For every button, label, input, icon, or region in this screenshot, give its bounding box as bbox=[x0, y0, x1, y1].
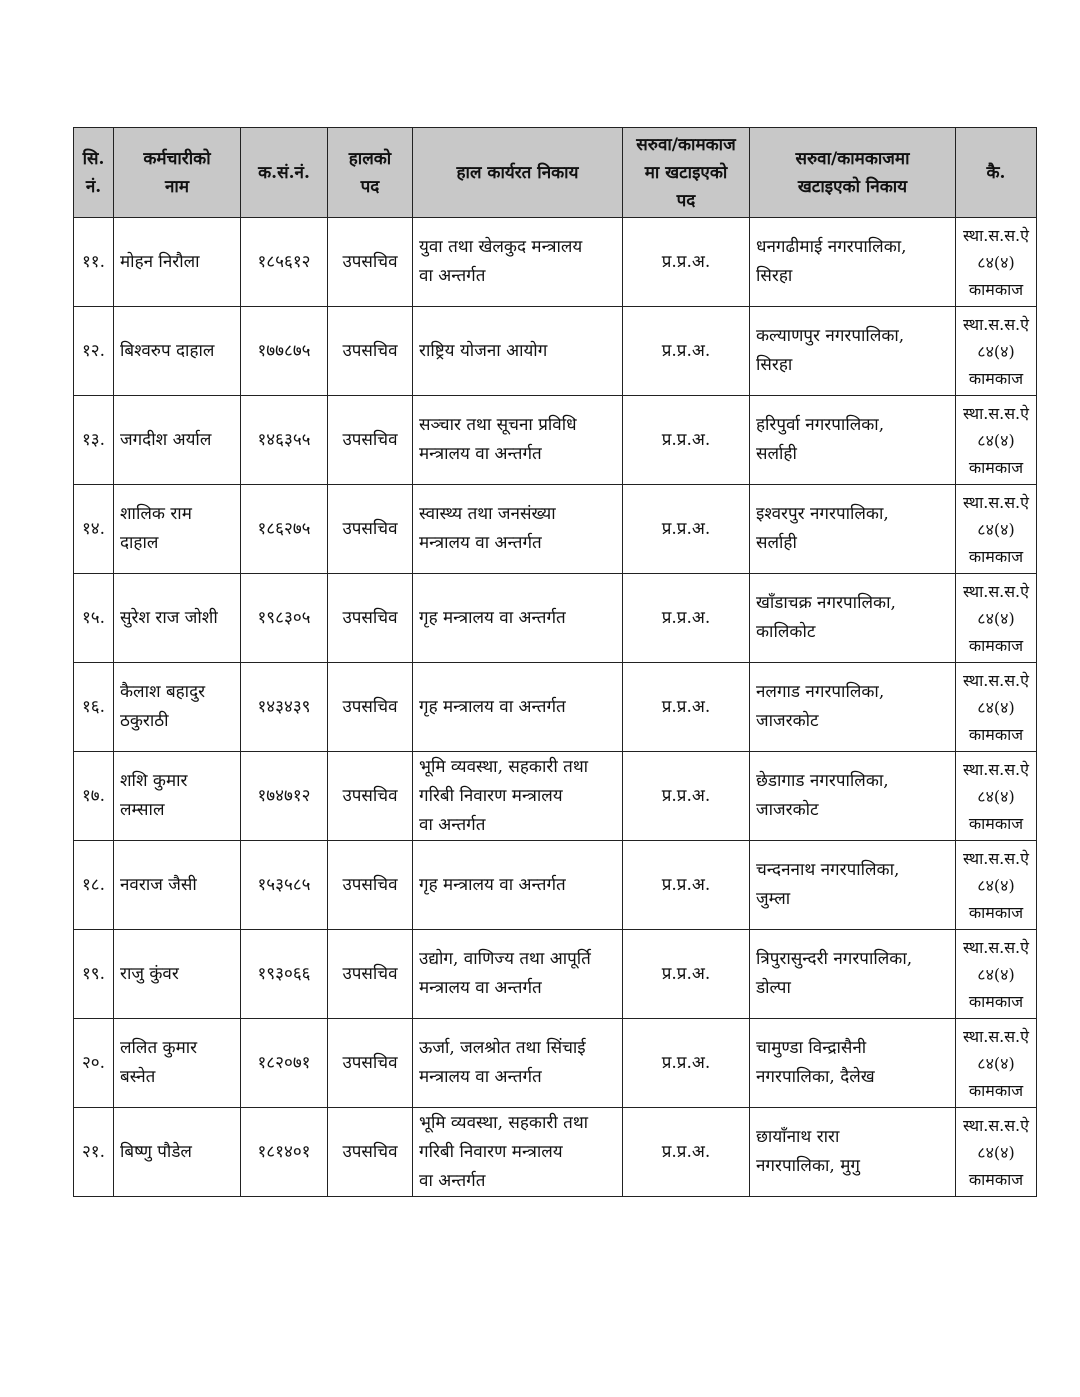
remark-line: ८४(४) bbox=[977, 1053, 1015, 1073]
employee-code-cell bbox=[241, 930, 328, 1019]
serial-number-text: २१. bbox=[81, 1141, 106, 1162]
current-office-line: गृह मन्त्रालय वा अन्तर्गत bbox=[419, 874, 566, 895]
assigned-post-text: प्र.प्र.अ. bbox=[661, 607, 711, 628]
current-post-text: उपसचिव bbox=[342, 607, 398, 628]
employee-code-text: १४६३५५ bbox=[257, 429, 311, 450]
assigned-office-line: खाँडाचक्र नगरपालिका, bbox=[756, 593, 896, 613]
remark-cell bbox=[956, 930, 1037, 1019]
assigned-post-text: प्र.प्र.अ. bbox=[661, 1052, 711, 1073]
current-post-text: उपसचिव bbox=[342, 1141, 398, 1162]
assigned-office-line: नलगाड नगरपालिका, bbox=[756, 682, 885, 702]
remark-line: कामकाज bbox=[968, 546, 1024, 566]
serial-number-cell bbox=[74, 663, 114, 752]
current-office-cell bbox=[413, 663, 623, 752]
assigned-post-cell bbox=[623, 574, 750, 663]
current-office-cell bbox=[413, 574, 623, 663]
employee-code-text: १७४७१२ bbox=[257, 785, 311, 806]
remark-cell bbox=[956, 752, 1037, 841]
remark-line: स्था.स.स.ऐ bbox=[962, 581, 1029, 601]
remark-line: स्था.स.स.ऐ bbox=[962, 314, 1029, 334]
current-office-line: राष्ट्रिय योजना आयोग bbox=[419, 340, 548, 361]
serial-number-cell bbox=[74, 574, 114, 663]
assigned-office-line: सर्लाही bbox=[756, 444, 797, 464]
current-office-line: भूमि व्यवस्था, सहकारी तथा bbox=[419, 1112, 589, 1133]
table-row bbox=[74, 841, 1037, 930]
serial-number-text: १३. bbox=[81, 429, 106, 450]
table-row bbox=[74, 930, 1037, 1019]
employee-name-cell bbox=[114, 396, 241, 485]
current-office-cell bbox=[413, 485, 623, 574]
remark-line: ८४(४) bbox=[977, 608, 1015, 628]
assigned-post-text: प्र.प्र.अ. bbox=[661, 340, 711, 361]
current-office-cell bbox=[413, 1019, 623, 1108]
serial-number-cell bbox=[74, 218, 114, 307]
assigned-office-line: चन्दननाथ नगरपालिका, bbox=[756, 860, 900, 880]
assigned-post-text: प्र.प्र.अ. bbox=[661, 429, 711, 450]
assigned-office-line: सर्लाही bbox=[756, 533, 797, 553]
current-office-line: युवा तथा खेलकुद मन्त्रालय bbox=[419, 237, 583, 257]
current-post-cell bbox=[328, 841, 413, 930]
employee-code-cell bbox=[241, 1019, 328, 1108]
current-office-line: उद्योग, वाणिज्य तथा आपूर्ति bbox=[419, 949, 591, 969]
header-post: हालको पद bbox=[328, 128, 413, 218]
assigned-office-cell bbox=[750, 574, 956, 663]
serial-number-text: १८. bbox=[81, 874, 106, 895]
table-row bbox=[74, 307, 1037, 396]
remark-line: ८४(४) bbox=[977, 430, 1015, 450]
header-new-office: सरुवा/कामकाजमा खटाइएको निकाय bbox=[750, 128, 956, 218]
employee-code-text: १४३४३९ bbox=[257, 696, 311, 717]
table-row bbox=[74, 218, 1037, 307]
remark-line: स्था.स.स.ऐ bbox=[962, 937, 1029, 957]
serial-number-cell bbox=[74, 1108, 114, 1197]
assigned-post-cell bbox=[623, 396, 750, 485]
remark-line: कामकाज bbox=[968, 991, 1024, 1011]
employee-name-line: सुरेश राज जोशी bbox=[120, 607, 218, 628]
employee-code-text: १८२०७१ bbox=[257, 1052, 311, 1073]
current-post-cell bbox=[328, 1108, 413, 1197]
remark-line: स्था.स.स.ऐ bbox=[962, 848, 1029, 868]
current-post-cell bbox=[328, 930, 413, 1019]
table-row bbox=[74, 574, 1037, 663]
current-post-cell bbox=[328, 307, 413, 396]
employee-name-cell bbox=[114, 1019, 241, 1108]
employee-name-cell bbox=[114, 218, 241, 307]
employee-name-cell bbox=[114, 752, 241, 841]
current-office-cell bbox=[413, 396, 623, 485]
remark-cell bbox=[956, 218, 1037, 307]
current-office-line: सञ्चार तथा सूचना प्रविधि bbox=[419, 415, 577, 435]
employee-name-line: जगदीश अर्याल bbox=[120, 429, 212, 450]
header-name: कर्मचारीको नाम bbox=[114, 128, 241, 218]
assigned-office-cell bbox=[750, 841, 956, 930]
employee-code-cell bbox=[241, 663, 328, 752]
remark-cell bbox=[956, 663, 1037, 752]
remark-line: स्था.स.स.ऐ bbox=[962, 1115, 1029, 1135]
serial-number-text: १६. bbox=[81, 696, 106, 717]
employee-name-cell bbox=[114, 930, 241, 1019]
employee-name-line: नवराज जैसी bbox=[120, 874, 197, 895]
current-post-text: उपसचिव bbox=[342, 518, 398, 539]
remark-line: कामकाज bbox=[968, 279, 1024, 299]
employee-name-line: मोहन निरौला bbox=[120, 251, 200, 272]
employee-name-line: कैलाश बहादुर bbox=[120, 682, 206, 702]
assigned-office-line: जाजरकोट bbox=[756, 800, 819, 820]
employee-name-line: दाहाल bbox=[120, 533, 159, 553]
current-office-line: गृह मन्त्रालय वा अन्तर्गत bbox=[419, 696, 566, 717]
current-office-cell bbox=[413, 1108, 623, 1197]
remark-line: कामकाज bbox=[968, 902, 1024, 922]
employee-name-line: लम्साल bbox=[120, 800, 165, 820]
assigned-office-cell bbox=[750, 752, 956, 841]
assigned-office-cell bbox=[750, 218, 956, 307]
current-office-line: मन्त्रालय वा अन्तर्गत bbox=[419, 444, 542, 464]
serial-number-cell bbox=[74, 930, 114, 1019]
employee-code-text: १८५६१२ bbox=[257, 251, 311, 272]
remark-line: ८४(४) bbox=[977, 875, 1015, 895]
assigned-office-line: कालिकोट bbox=[756, 622, 816, 642]
assigned-office-cell bbox=[750, 307, 956, 396]
current-post-cell bbox=[328, 396, 413, 485]
assigned-office-line: छायाँनाथ रारा bbox=[756, 1127, 840, 1147]
employee-code-cell bbox=[241, 841, 328, 930]
remark-line: ८४(४) bbox=[977, 697, 1015, 717]
remark-cell bbox=[956, 1108, 1037, 1197]
employee-name-line: शालिक राम bbox=[120, 504, 192, 524]
remark-line: स्था.स.स.ऐ bbox=[962, 759, 1029, 779]
employee-name-cell bbox=[114, 485, 241, 574]
current-post-cell bbox=[328, 752, 413, 841]
serial-number-cell bbox=[74, 752, 114, 841]
assigned-office-line: सिरहा bbox=[756, 266, 793, 286]
header-remark: कै. bbox=[956, 128, 1037, 218]
assigned-office-line: डोल्पा bbox=[756, 978, 791, 998]
employee-code-cell bbox=[241, 1108, 328, 1197]
table-body bbox=[74, 218, 1037, 1197]
current-office-line: मन्त्रालय वा अन्तर्गत bbox=[419, 533, 542, 553]
remark-line: कामकाज bbox=[968, 1169, 1024, 1189]
employee-name-line: राजु कुंवर bbox=[120, 963, 179, 984]
header-office: हाल कार्यरत निकाय bbox=[413, 128, 623, 218]
employee-code-text: १९८३०५ bbox=[257, 607, 311, 628]
employee-name-line: बिश्वरुप दाहाल bbox=[120, 340, 215, 361]
header-row bbox=[74, 128, 1037, 218]
employee-name-line: बिष्णु पौडेल bbox=[120, 1141, 192, 1162]
assigned-post-cell bbox=[623, 1108, 750, 1197]
serial-number-cell bbox=[74, 396, 114, 485]
employee-code-cell bbox=[241, 574, 328, 663]
serial-number-text: १४. bbox=[81, 518, 106, 539]
assigned-office-cell bbox=[750, 1019, 956, 1108]
employee-code-cell bbox=[241, 218, 328, 307]
employee-name-cell bbox=[114, 663, 241, 752]
remark-cell bbox=[956, 485, 1037, 574]
table-row bbox=[74, 1108, 1037, 1197]
employee-code-text: १८६२७५ bbox=[257, 518, 311, 539]
assigned-post-text: प्र.प्र.अ. bbox=[661, 696, 711, 717]
current-office-line: मन्त्रालय वा अन्तर्गत bbox=[419, 978, 542, 998]
assigned-post-text: प्र.प्र.अ. bbox=[661, 874, 711, 895]
serial-number-text: १५. bbox=[81, 607, 106, 628]
table-header bbox=[74, 128, 1037, 218]
employee-name-cell bbox=[114, 841, 241, 930]
employee-code-cell bbox=[241, 485, 328, 574]
assigned-post-cell bbox=[623, 485, 750, 574]
current-office-line: ऊर्जा, जलश्रोत तथा सिंचाई bbox=[419, 1038, 586, 1058]
current-post-text: उपसचिव bbox=[342, 340, 398, 361]
remark-cell bbox=[956, 1019, 1037, 1108]
remark-line: स्था.स.स.ऐ bbox=[962, 1026, 1029, 1046]
remark-line: ८४(४) bbox=[977, 341, 1015, 361]
current-post-text: उपसचिव bbox=[342, 785, 398, 806]
assigned-office-line: त्रिपुरासुन्दरी नगरपालिका, bbox=[756, 949, 913, 969]
current-office-line: मन्त्रालय वा अन्तर्गत bbox=[419, 1067, 542, 1087]
current-office-cell bbox=[413, 218, 623, 307]
remark-cell bbox=[956, 307, 1037, 396]
remark-line: ८४(४) bbox=[977, 1142, 1015, 1162]
current-post-cell bbox=[328, 574, 413, 663]
current-office-cell bbox=[413, 752, 623, 841]
remark-line: ८४(४) bbox=[977, 519, 1015, 539]
assigned-post-text: प्र.प्र.अ. bbox=[661, 785, 711, 806]
employee-code-text: १७७८७५ bbox=[257, 340, 311, 361]
remark-line: स्था.स.स.ऐ bbox=[962, 225, 1029, 245]
assigned-post-cell bbox=[623, 663, 750, 752]
table-row bbox=[74, 1019, 1037, 1108]
remark-line: ८४(४) bbox=[977, 252, 1015, 272]
assigned-office-cell bbox=[750, 396, 956, 485]
serial-number-cell bbox=[74, 1019, 114, 1108]
current-office-line: स्वास्थ्य तथा जनसंख्या bbox=[419, 504, 556, 524]
current-post-text: उपसचिव bbox=[342, 696, 398, 717]
remark-cell bbox=[956, 574, 1037, 663]
assigned-post-text: प्र.प्र.अ. bbox=[661, 518, 711, 539]
assigned-post-cell bbox=[623, 1019, 750, 1108]
employee-name-line: बस्नेत bbox=[120, 1067, 156, 1087]
assigned-post-cell bbox=[623, 841, 750, 930]
header-code: क.सं.नं. bbox=[241, 128, 328, 218]
current-office-cell bbox=[413, 930, 623, 1019]
assigned-office-line: इश्वरपुर नगरपालिका, bbox=[756, 504, 889, 524]
assigned-post-cell bbox=[623, 218, 750, 307]
assigned-office-cell bbox=[750, 485, 956, 574]
employee-name-cell bbox=[114, 1108, 241, 1197]
serial-number-cell bbox=[74, 307, 114, 396]
current-post-cell bbox=[328, 663, 413, 752]
employee-code-cell bbox=[241, 396, 328, 485]
assigned-post-text: प्र.प्र.अ. bbox=[661, 963, 711, 984]
employee-name-cell bbox=[114, 574, 241, 663]
current-post-cell bbox=[328, 485, 413, 574]
serial-number-cell bbox=[74, 841, 114, 930]
assigned-office-line: सिरहा bbox=[756, 355, 793, 375]
remark-line: कामकाज bbox=[968, 1080, 1024, 1100]
remark-line: स्था.स.स.ऐ bbox=[962, 492, 1029, 512]
assigned-office-line: नगरपालिका, मुगु bbox=[756, 1156, 860, 1176]
current-post-text: उपसचिव bbox=[342, 1052, 398, 1073]
serial-number-text: १९. bbox=[81, 963, 106, 984]
assigned-office-line: चामुण्डा विन्द्रासैनी bbox=[756, 1038, 867, 1058]
employee-name-line: ललित कुमार bbox=[120, 1038, 198, 1058]
current-post-text: उपसचिव bbox=[342, 251, 398, 272]
current-office-line: गरिबी निवारण मन्त्रालय bbox=[419, 785, 563, 806]
serial-number-cell bbox=[74, 485, 114, 574]
assigned-post-cell bbox=[623, 930, 750, 1019]
current-post-cell bbox=[328, 1019, 413, 1108]
employee-name-cell bbox=[114, 307, 241, 396]
employee-name-line: शशि कुमार bbox=[120, 771, 188, 791]
header-sn: सि. नं. bbox=[74, 128, 114, 218]
serial-number-text: ११. bbox=[81, 251, 106, 272]
header-new-post: सरुवा/कामकाज मा खटाइएको पद bbox=[623, 128, 750, 218]
assigned-post-cell bbox=[623, 307, 750, 396]
employee-code-cell bbox=[241, 307, 328, 396]
remark-line: स्था.स.स.ऐ bbox=[962, 403, 1029, 423]
table-row bbox=[74, 663, 1037, 752]
table-row bbox=[74, 485, 1037, 574]
assigned-office-line: हरिपुर्वा नगरपालिका, bbox=[756, 415, 885, 435]
assigned-office-line: छेडागाड नगरपालिका, bbox=[756, 771, 889, 791]
assigned-office-cell bbox=[750, 663, 956, 752]
assigned-office-line: धनगढीमाई नगरपालिका, bbox=[756, 237, 907, 257]
serial-number-text: १७. bbox=[81, 785, 106, 806]
remark-line: कामकाज bbox=[968, 635, 1024, 655]
current-office-line: भूमि व्यवस्था, सहकारी तथा bbox=[419, 756, 589, 777]
assigned-post-cell bbox=[623, 752, 750, 841]
remark-line: कामकाज bbox=[968, 457, 1024, 477]
assigned-office-cell bbox=[750, 1108, 956, 1197]
current-office-line: वा अन्तर्गत bbox=[419, 266, 486, 286]
employee-code-cell bbox=[241, 752, 328, 841]
current-post-text: उपसचिव bbox=[342, 963, 398, 984]
employee-code-text: १५३५८५ bbox=[257, 874, 311, 895]
current-post-text: उपसचिव bbox=[342, 874, 398, 895]
assigned-post-text: प्र.प्र.अ. bbox=[661, 251, 711, 272]
assigned-office-line: जाजरकोट bbox=[756, 711, 819, 731]
current-office-line: गरिबी निवारण मन्त्रालय bbox=[419, 1141, 563, 1162]
remark-line: कामकाज bbox=[968, 368, 1024, 388]
assigned-post-text: प्र.प्र.अ. bbox=[661, 1141, 711, 1162]
remark-cell bbox=[956, 396, 1037, 485]
serial-number-text: १२. bbox=[81, 340, 106, 361]
assigned-office-line: कल्याणपुर नगरपालिका, bbox=[756, 326, 905, 346]
table-row bbox=[74, 396, 1037, 485]
current-post-text: उपसचिव bbox=[342, 429, 398, 450]
assigned-office-line: नगरपालिका, दैलेख bbox=[756, 1067, 875, 1087]
serial-number-text: २०. bbox=[81, 1052, 106, 1073]
current-office-cell bbox=[413, 841, 623, 930]
employee-code-text: १९३०६६ bbox=[257, 963, 311, 984]
current-office-line: वा अन्तर्गत bbox=[419, 814, 486, 835]
employee-name-line: ठकुराठी bbox=[120, 711, 169, 731]
remark-line: ८४(४) bbox=[977, 964, 1015, 984]
remark-line: कामकाज bbox=[968, 724, 1024, 744]
assigned-office-line: जुम्ला bbox=[756, 889, 791, 909]
transfer-table bbox=[73, 127, 1037, 1197]
remark-cell bbox=[956, 841, 1037, 930]
current-post-cell bbox=[328, 218, 413, 307]
current-office-line: वा अन्तर्गत bbox=[419, 1170, 486, 1191]
table-row bbox=[74, 752, 1037, 841]
current-office-cell bbox=[413, 307, 623, 396]
remark-line: स्था.स.स.ऐ bbox=[962, 670, 1029, 690]
assigned-office-cell bbox=[750, 930, 956, 1019]
current-office-line: गृह मन्त्रालय वा अन्तर्गत bbox=[419, 607, 566, 628]
remark-line: कामकाज bbox=[968, 813, 1024, 833]
remark-line: ८४(४) bbox=[977, 786, 1015, 806]
employee-code-text: १८१४०१ bbox=[257, 1141, 311, 1162]
